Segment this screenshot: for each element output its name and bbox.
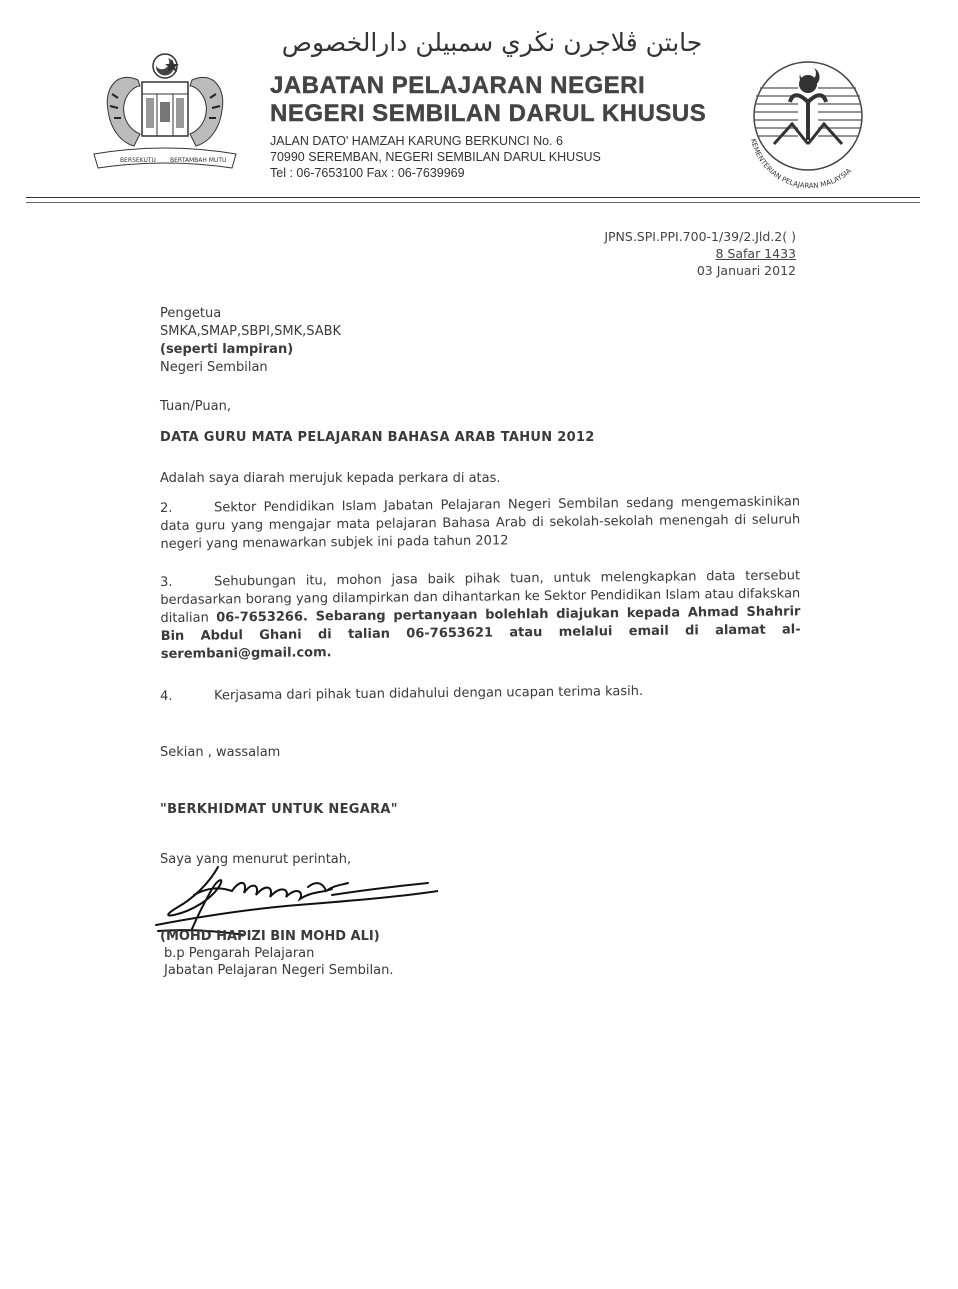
address-line1: JALAN DATO' HAMZAH KARUNG BERKUNCI No. 6 <box>270 134 563 148</box>
signatory-name: (MOHD HAPIZI BIN MOHD ALI) <box>160 929 380 944</box>
motto: "BERKHIDMAT UNTUK NEGARA" <box>160 802 398 817</box>
reference-number: JPNS.SPI.PPI.700-1/39/2.Jld.2( ) <box>604 229 796 244</box>
letter-date: 03 Januari 2012 <box>696 263 796 278</box>
signatory-role: b.p Pengarah Pelajaran <box>164 946 315 961</box>
svg-text:BERSEKUTU: BERSEKUTU <box>120 157 156 164</box>
header-divider-secondary <box>26 202 920 203</box>
organization-name-line1: JABATAN PELAJARAN NEGERI <box>270 72 646 99</box>
signature-intro: Saya yang menurut perintah, <box>160 852 352 867</box>
organization-name-line2: NEGERI SEMBILAN DARUL KHUSUS <box>270 100 707 127</box>
letter-subject: DATA GURU MATA PELAJARAN BAHASA ARAB TAHUN 2012 <box>160 430 595 445</box>
paragraph-1: Adalah saya diarah merujuk kepada perkara di atas. <box>160 471 501 486</box>
paragraph-3-number: 3. <box>160 574 173 590</box>
paragraph-3-text: Sehubungan itu, mohon jasa baik pihak tuan, untuk melengkapkan data tersebut berdasarkan borang yang dilampirkan dan dihantarkan ke Sektor Pendidikan Islam atau difakskan ditalian <box>160 568 801 626</box>
recipient-state: Negeri Sembilan <box>160 360 268 375</box>
recipient-title: Pengetua <box>160 306 222 321</box>
ministry-of-education-logo <box>738 44 878 189</box>
svg-text:KEMENTERIAN PELAJARAN MALAYSIA: KEMENTERIAN PELAJARAN MALAYSIA <box>749 137 853 189</box>
paragraph-2-text: Sektor Pendidikan Islam Jabatan Pelajaran Negeri Sembilan sedang mengemaskinikan data guru yang mengajar mata pelajaran Bahasa Arab di sekolah-sekolah menengah di seluruh negeri yang menawarkan subjek ini pada tahun 2012 <box>160 494 801 552</box>
recipient-note: (seperti lampiran) <box>160 342 294 357</box>
salutation: Tuan/Puan, <box>160 399 231 414</box>
paragraph-2 <box>160 493 801 554</box>
paragraph-4-number: 4. <box>160 688 173 704</box>
contact-line: Tel : 06-7653100 Fax : 06-7639969 <box>270 166 465 180</box>
paragraph-3-bold-text: 06-7653266. Sebarang pertanyaan bolehlah diajukan kepada Ahmad Shahrir Bin Abdul Ghani di talian 06-7653621 atau melalui email di alamat al-serembani@gmail.com. <box>160 604 801 662</box>
paragraph-4-text: Kerjasama dari pihak tuan didahului dengan ucapan terima kasih. <box>214 683 644 704</box>
paragraph-2-number: 2. <box>160 500 173 516</box>
paragraph-3 <box>160 567 801 664</box>
svg-text:BERTAMBAH MUTU: BERTAMBAH MUTU <box>170 157 227 164</box>
signatory-organization: Jabatan Pelajaran Negeri Sembilan. <box>164 963 394 978</box>
hijri-date: 8 Safar 1433 <box>715 246 796 261</box>
malaysia-coat-of-arms-logo <box>86 50 244 178</box>
paragraph-4 <box>160 681 800 706</box>
jawi-title: جابتن ڤلاجرن نڬري سمبيلن دارالخصوص <box>281 28 703 57</box>
header-divider <box>26 197 920 198</box>
address-line2: 70990 SEREMBAN, NEGERI SEMBILAN DARUL KHUSUS <box>270 150 601 164</box>
recipient-schools: SMKA,SMAP,SBPI,SMK,SABK <box>160 324 342 339</box>
closing-remark: Sekian , wassalam <box>160 745 281 760</box>
